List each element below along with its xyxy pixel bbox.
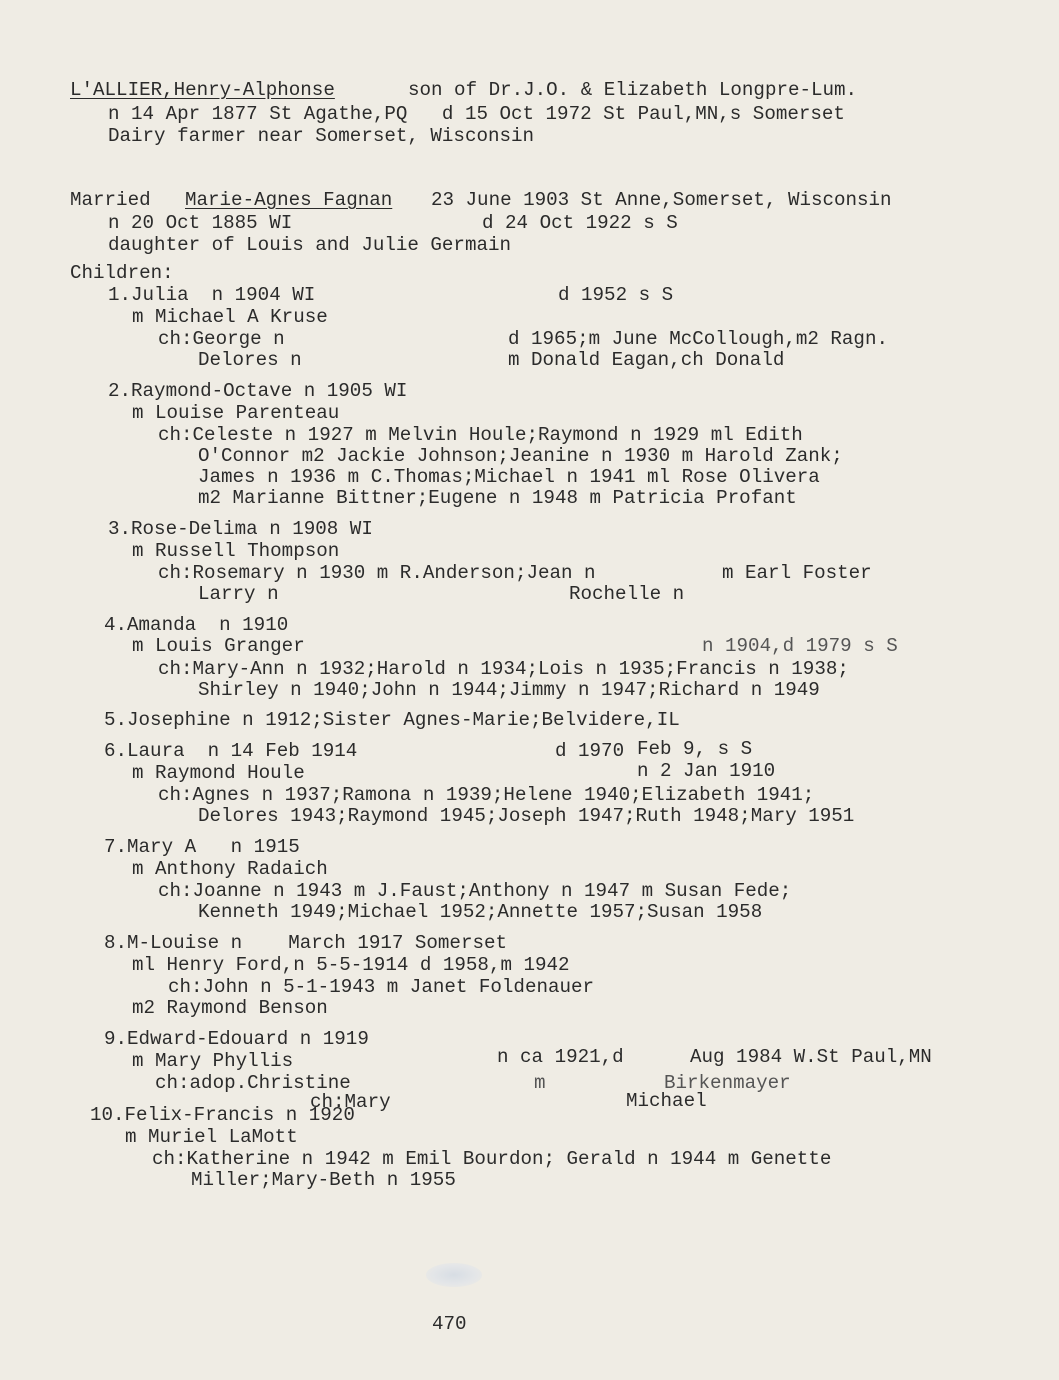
child-1-child-a: ch:George n xyxy=(158,328,285,350)
marriage-prefix: Married xyxy=(70,189,151,211)
child-4-line: 4.Amanda n 1910 xyxy=(104,614,289,636)
child-1-line: 1.Julia n 1904 WI xyxy=(108,284,316,306)
children-label: Children: xyxy=(70,262,174,284)
child-8-spouse-1: ml Henry Ford,n 5-5-1914 d 1958,m 1942 xyxy=(132,954,570,976)
child-9-children-2: ch:Mary xyxy=(310,1091,391,1113)
child-4-children-2: Shirley n 1940;John n 1944;Jimmy n 1947;Richard n 1949 xyxy=(198,679,820,701)
child-6-death-date: Feb 9, s S xyxy=(637,738,753,760)
child-2-line: 2.Raymond-Octave n 1905 WI xyxy=(108,380,408,402)
child-1-spouse: m Michael A Kruse xyxy=(132,306,328,328)
child-6-spouse-birth: n 2 Jan 1910 xyxy=(637,760,776,782)
marriage-details: 23 June 1903 St Anne,Somerset, Wisconsin xyxy=(431,189,892,211)
spouse-birth: n 20 Oct 1885 WI xyxy=(108,212,293,234)
child-10-children-2: Miller;Mary-Beth n 1955 xyxy=(191,1169,456,1191)
person-occupation: Dairy farmer near Somerset, Wisconsin xyxy=(108,125,535,147)
child-3-children-2: Larry n xyxy=(198,583,279,605)
child-3-line: 3.Rose-Delima n 1908 WI xyxy=(108,518,373,540)
person-birth-death: n 14 Apr 1877 St Agathe,PQ d 15 Oct 1972 St Paul,MN,s Somerset xyxy=(108,103,845,125)
child-8-line: 8.M-Louise n March 1917 Somerset xyxy=(104,932,508,954)
child-6-children-1: ch:Agnes n 1937;Ramona n 1939;Helene 1940;Elizabeth 1941; xyxy=(158,784,815,806)
child-3-children-1: ch:Rosemary n 1930 m R.Anderson;Jean n xyxy=(158,562,596,584)
child-1-child-a-detail: d 1965;m June McCollough,m2 Ragn. xyxy=(508,328,888,350)
child-3-spouse: m Russell Thompson xyxy=(132,540,340,562)
child-6-children-2: Delores 1943;Raymond 1945;Joseph 1947;Ruth 1948;Mary 1951 xyxy=(198,805,855,827)
child-7-line: 7.Mary A n 1915 xyxy=(104,836,300,858)
child-3-children-1b: m Earl Foster xyxy=(722,562,872,584)
child-7-spouse: m Anthony Radaich xyxy=(132,858,328,880)
child-4-spouse-dates: n 1904,d 1979 s S xyxy=(702,635,898,657)
child-8-children: ch:John n 5-1-1943 m Janet Foldenauer xyxy=(168,976,595,998)
child-4-spouse: m Louis Granger xyxy=(132,635,305,657)
child-9-children-surname: Birkenmayer xyxy=(664,1072,791,1094)
child-1-child-b: Delores n xyxy=(198,349,302,371)
child-2-children-3: James n 1936 m C.Thomas;Michael n 1941 ml Rose Olivera xyxy=(198,466,820,488)
spouse-death: d 24 Oct 1922 s S xyxy=(482,212,678,234)
person-parents: son of Dr.J.O. & Elizabeth Longpre-Lum. xyxy=(408,79,858,101)
child-8-spouse-2: m2 Raymond Benson xyxy=(132,997,328,1019)
child-10-spouse: m Muriel LaMott xyxy=(125,1126,298,1148)
child-2-children-4: m2 Marianne Bittner;Eugene n 1948 m Patricia Profant xyxy=(198,487,797,509)
child-2-spouse: m Louise Parenteau xyxy=(132,402,340,424)
child-9-children-m: m xyxy=(534,1072,546,1094)
child-10-children-1: ch:Katherine n 1942 m Emil Bourdon; Gerald n 1944 m Genette xyxy=(152,1148,832,1170)
child-9-line: 9.Edward-Edouard n 1919 xyxy=(104,1028,369,1050)
child-9-spouse: m Mary Phyllis xyxy=(132,1050,294,1072)
spouse-name: Marie-Agnes Fagnan xyxy=(185,189,393,211)
child-5-line: 5.Josephine n 1912;Sister Agnes-Marie;Belvidere,IL xyxy=(104,709,680,731)
child-7-children-1: ch:Joanne n 1943 m J.Faust;Anthony n 1947 m Susan Fede; xyxy=(158,880,792,902)
child-6-spouse: m Raymond Houle xyxy=(132,762,305,784)
child-9-spouse-birth: n ca 1921,d xyxy=(497,1046,624,1068)
child-3-children-2b: Rochelle n xyxy=(569,583,685,605)
ink-smudge xyxy=(426,1263,482,1287)
child-2-children-2: O'Connor m2 Jackie Johnson;Jeanine n 1930 m Harold Zank; xyxy=(198,445,843,467)
child-7-children-2: Kenneth 1949;Michael 1952;Annette 1957;Susan 1958 xyxy=(198,901,763,923)
child-9-children-2b: Michael xyxy=(626,1090,707,1112)
person-name: L'ALLIER,Henry-Alphonse xyxy=(70,79,335,101)
child-10-line: 10.Felix-Francis n 1920 xyxy=(90,1104,355,1126)
child-1-death: d 1952 s S xyxy=(558,284,674,306)
child-1-child-b-detail: m Donald Eagan,ch Donald xyxy=(508,349,785,371)
page-number: 470 xyxy=(432,1313,467,1335)
child-6-line: 6.Laura n 14 Feb 1914 xyxy=(104,740,358,762)
spouse-parents: daughter of Louis and Julie Germain xyxy=(108,234,512,256)
child-4-children-1: ch:Mary-Ann n 1932;Harold n 1934;Lois n 1935;Francis n 1938; xyxy=(158,658,849,680)
child-2-children-1: ch:Celeste n 1927 m Melvin Houle;Raymond n 1929 ml Edith xyxy=(158,424,803,446)
child-9-death: Aug 1984 W.St Paul,MN xyxy=(690,1046,932,1068)
child-6-death: d 1970 xyxy=(555,740,625,762)
child-9-children: ch:adop.Christine xyxy=(155,1072,351,1094)
